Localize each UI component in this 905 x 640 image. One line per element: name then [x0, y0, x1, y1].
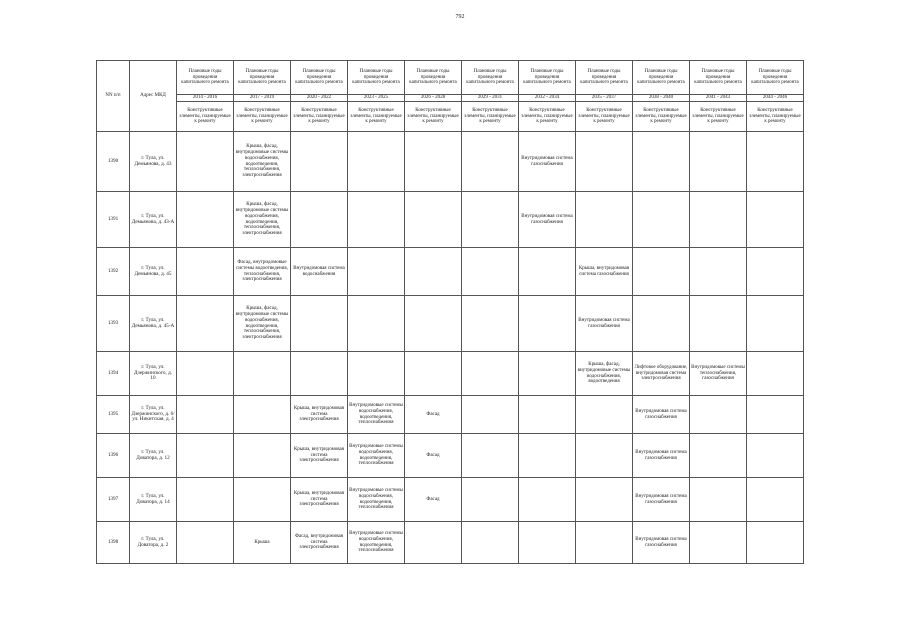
row-address: г. Тула, ул. Демьянова, д. 43: [130, 132, 177, 192]
row-cell: Фасад: [405, 396, 462, 434]
row-cell: [690, 522, 747, 564]
row-cell: Фасад: [405, 478, 462, 522]
row-cell: Внутридомовая система газоснабжения: [576, 296, 633, 352]
header-elements-label: Конструктивные элементы, планируемые к ремонту: [177, 102, 234, 132]
row-cell: [690, 132, 747, 192]
row-cell: [747, 396, 804, 434]
row-address: г. Тула, ул. Дзержинского, д. 6/ул. Никитская, д. 4: [130, 396, 177, 434]
row-cell: [576, 522, 633, 564]
header-period: 2020 - 2022: [291, 95, 348, 102]
row-cell: Крыша, фасад, внутридомовые системы водоснабжения, водоотведения, теплоснабжения, электроснабжения: [234, 296, 291, 352]
row-cell: [519, 522, 576, 564]
row-cell: [633, 192, 690, 248]
row-cell: [177, 478, 234, 522]
row-cell: Внутридомовая система газоснабжения: [519, 192, 576, 248]
row-number: 1390: [97, 132, 130, 192]
row-cell: [690, 248, 747, 296]
header-plan-label: Плановые годы проведения капитального ремонта: [234, 61, 291, 95]
row-cell: Крыша: [234, 522, 291, 564]
header-elements-label: Конструктивные элементы, планируемые к ремонту: [576, 102, 633, 132]
page-number: 792: [455, 14, 465, 20]
row-cell: [747, 192, 804, 248]
row-address: г. Тула, ул. Доватора, д. 2: [130, 522, 177, 564]
header-period: 2041 - 2043: [690, 95, 747, 102]
header-elements-label: Конструктивные элементы, планируемые к ремонту: [405, 102, 462, 132]
header-period: 2044 - 2046: [747, 95, 804, 102]
row-cell: [690, 434, 747, 478]
row-cell: [234, 396, 291, 434]
row-cell: [519, 296, 576, 352]
row-address: г. Тула, ул. Доватора, д. 12: [130, 434, 177, 478]
row-cell: [405, 132, 462, 192]
header-plan-label: Плановые годы проведения капитального ремонта: [177, 61, 234, 95]
row-cell: [519, 434, 576, 478]
row-number: 1398: [97, 522, 130, 564]
row-number: 1394: [97, 352, 130, 396]
header-elements-label: Конструктивные элементы, планируемые к ремонту: [462, 102, 519, 132]
row-cell: [747, 522, 804, 564]
header-plan-label: Плановые годы проведения капитального ремонта: [462, 61, 519, 95]
row-cell: [462, 132, 519, 192]
header-elements-label: Конструктивные элементы, планируемые к ремонту: [690, 102, 747, 132]
row-cell: [348, 192, 405, 248]
header-plan-label: Плановые годы проведения капитального ремонта: [519, 61, 576, 95]
row-cell: [519, 396, 576, 434]
row-cell: [576, 396, 633, 434]
row-cell: Крыша, внутридомовая система электроснабжения: [291, 434, 348, 478]
row-cell: [177, 434, 234, 478]
header-elements-label: Конструктивные элементы, планируемые к ремонту: [291, 102, 348, 132]
header-plan-label: Плановые годы проведения капитального ремонта: [747, 61, 804, 95]
table-row: [97, 296, 804, 352]
row-cell: [177, 248, 234, 296]
row-cell: Крыша, фасад, внутридомовые системы водоснабжения, водоотведения: [576, 352, 633, 396]
header-period: 2035 - 2037: [576, 95, 633, 102]
row-cell: [348, 132, 405, 192]
row-cell: [690, 296, 747, 352]
header-period: 2026 - 2028: [405, 95, 462, 102]
row-cell: Внутридомовая система водоснабжения: [291, 248, 348, 296]
table-row: [97, 396, 804, 434]
header-period: 2029 - 2031: [462, 95, 519, 102]
row-cell: [405, 522, 462, 564]
table-row: [97, 522, 804, 564]
row-cell: [348, 352, 405, 396]
header-plan-label: Плановые годы проведения капитального ремонта: [291, 61, 348, 95]
row-cell: [576, 434, 633, 478]
table-row: [97, 248, 804, 296]
row-cell: Лифтовое оборудование, внутридомовая система электроснабжения: [633, 352, 690, 396]
row-cell: [462, 192, 519, 248]
row-address: г. Тула, ул. Демьянова, д. 45: [130, 248, 177, 296]
row-cell: Внутридомовые системы водоснабжения, водоотведения, теплоснабжения: [348, 434, 405, 478]
row-cell: [747, 296, 804, 352]
table-row: [97, 352, 804, 396]
row-cell: [576, 132, 633, 192]
row-cell: Крыша, внутридомовая система газоснабжения: [576, 248, 633, 296]
row-number: 1392: [97, 248, 130, 296]
header-period: 2017 - 2019: [234, 95, 291, 102]
header-period: 2032 - 2034: [519, 95, 576, 102]
header-plan-label: Плановые годы проведения капитального ремонта: [576, 61, 633, 95]
header-plan-label: Плановые годы проведения капитального ремонта: [405, 61, 462, 95]
row-cell: [462, 522, 519, 564]
row-cell: [405, 296, 462, 352]
row-cell: [234, 352, 291, 396]
row-cell: [633, 248, 690, 296]
row-cell: Внутридомовые системы теплоснабжения, газоснабжения: [690, 352, 747, 396]
row-cell: [519, 478, 576, 522]
row-cell: [690, 396, 747, 434]
row-cell: Фасад, внутридомовая система электроснабжения: [291, 522, 348, 564]
table-row: [97, 132, 804, 192]
repair-schedule-table: [96, 60, 804, 564]
row-cell: [747, 132, 804, 192]
header-period: 2014 - 2016: [177, 95, 234, 102]
row-cell: Фасад, внутридомовые системы водоотведения, теплоснабжения, электроснабжения: [234, 248, 291, 296]
row-cell: [462, 296, 519, 352]
row-cell: [747, 478, 804, 522]
table-row: [97, 478, 804, 522]
row-cell: [462, 478, 519, 522]
row-cell: Внутридомовая система газоснабжения: [519, 132, 576, 192]
row-cell: [690, 478, 747, 522]
header-elements-label: Конструктивные элементы, планируемые к ремонту: [348, 102, 405, 132]
header-address: Адрес МКД: [130, 61, 177, 132]
row-cell: [519, 248, 576, 296]
row-cell: [348, 248, 405, 296]
row-cell: [405, 248, 462, 296]
row-address: г. Тула, ул. Демьянова, д. 43-А: [130, 192, 177, 248]
row-cell: [177, 132, 234, 192]
row-cell: [177, 522, 234, 564]
header-elements-label: Конструктивные элементы, планируемые к ремонту: [633, 102, 690, 132]
row-number: 1391: [97, 192, 130, 248]
row-cell: [177, 396, 234, 434]
row-cell: [690, 192, 747, 248]
row-cell: [234, 478, 291, 522]
row-cell: [633, 296, 690, 352]
header-number: NN п/п: [97, 61, 130, 132]
row-cell: [291, 296, 348, 352]
row-address: г. Тула, ул. Демьянова, д. 45-А: [130, 296, 177, 352]
row-cell: [405, 352, 462, 396]
row-cell: [291, 352, 348, 396]
table-row: [97, 434, 804, 478]
row-cell: [177, 296, 234, 352]
row-cell: Внутридомовые системы водоснабжения, водоотведения, теплоснабжения: [348, 396, 405, 434]
row-cell: Крыша, фасад, внутридомовые системы водоснабжения, водоотведения, теплоснабжения, электроснабжения: [234, 192, 291, 248]
row-number: 1393: [97, 296, 130, 352]
row-cell: [462, 434, 519, 478]
row-cell: [576, 478, 633, 522]
row-cell: Крыша, внутридомовая система электроснабжения: [291, 396, 348, 434]
row-cell: Внутридомовая система газоснабжения: [633, 478, 690, 522]
header-period: 2023 - 2025: [348, 95, 405, 102]
row-number: 1395: [97, 396, 130, 434]
row-cell: [519, 352, 576, 396]
row-cell: [291, 192, 348, 248]
row-cell: Крыша, фасад, внутридомовые системы водоснабжения, водоотведения, теплоснабжения, электроснабжения: [234, 132, 291, 192]
row-cell: [177, 192, 234, 248]
row-cell: [576, 192, 633, 248]
row-cell: [633, 132, 690, 192]
row-address: г. Тула, ул. Дзержинского, д. 10: [130, 352, 177, 396]
row-cell: [462, 352, 519, 396]
row-cell: [462, 248, 519, 296]
header-plan-label: Плановые годы проведения капитального ремонта: [348, 61, 405, 95]
row-cell: Фасад: [405, 434, 462, 478]
row-cell: [405, 192, 462, 248]
row-cell: Внутридомовая система газоснабжения: [633, 396, 690, 434]
row-cell: [234, 434, 291, 478]
row-cell: [348, 296, 405, 352]
header-elements-label: Конструктивные элементы, планируемые к ремонту: [519, 102, 576, 132]
header-plan-label: Плановые годы проведения капитального ремонта: [690, 61, 747, 95]
row-cell: [747, 352, 804, 396]
header-plan-label: Плановые годы проведения капитального ремонта: [633, 61, 690, 95]
row-number: 1396: [97, 434, 130, 478]
table-row: [97, 192, 804, 248]
header-elements-label: Конструктивные элементы, планируемые к ремонту: [234, 102, 291, 132]
row-cell: [747, 434, 804, 478]
row-cell: Внутридомовые системы водоснабжения, водоотведения, теплоснабжения: [348, 522, 405, 564]
row-cell: [747, 248, 804, 296]
row-cell: Внутридомовая система газоснабжения: [633, 434, 690, 478]
row-cell: Внутридомовая система газоснабжения: [633, 522, 690, 564]
row-number: 1397: [97, 478, 130, 522]
row-cell: [291, 132, 348, 192]
header-period: 2038 - 2040: [633, 95, 690, 102]
row-cell: [462, 396, 519, 434]
row-cell: Внутридомовые системы водоснабжения, водоотведения, теплоснабжения: [348, 478, 405, 522]
row-cell: Крыша, внутридомовая система электроснабжения: [291, 478, 348, 522]
row-address: г. Тула, ул. Доватора, д. 14: [130, 478, 177, 522]
row-cell: [177, 352, 234, 396]
header-elements-label: Конструктивные элементы, планируемые к ремонту: [747, 102, 804, 132]
